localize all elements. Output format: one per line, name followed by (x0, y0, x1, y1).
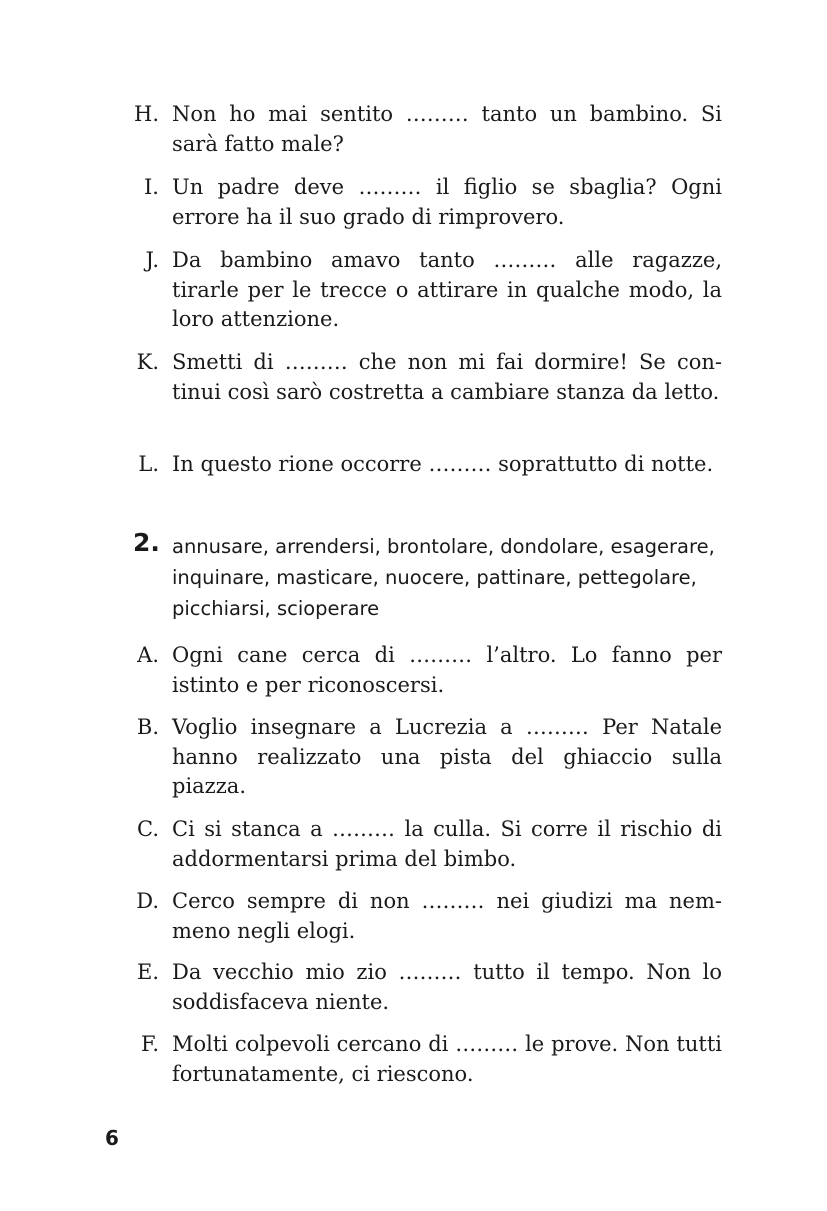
item-text: In questo rione occorre ……… soprattutto di notte. (172, 452, 714, 476)
exercise-2-item-e (126, 958, 722, 1017)
exercise-1-item-l (126, 450, 722, 480)
exercise-2-item-a (126, 641, 722, 700)
item-text: Ci si stanca a ……… la culla. Si corre il rischio di addormentarsi prima del bimbo. (172, 817, 722, 871)
exercise-1-item-j (126, 246, 722, 335)
item-text: Molti colpevoli cercano di ……… le prove. Non tutti fortunatamente, ci riescono. (172, 1032, 722, 1086)
exercise-2-item-b (126, 713, 722, 802)
exercise-1-item-h (126, 100, 722, 159)
item-text: Da vecchio mio zio ……… tutto il tempo. Non lo soddisfaceva niente. (172, 960, 722, 1014)
exercise-2-item-c (126, 815, 722, 874)
item-letter: L. (138, 452, 159, 476)
item-text: Cerco sempre di non ……… nei giudizi ma nemmeno negli elogi. (172, 889, 722, 943)
item-text: Voglio insegnare a Lucrezia a ……… Per Natale hanno realizzato una pista del ghiaccio sulla piazza. (172, 715, 722, 798)
exercise-1-item-k (126, 348, 722, 407)
item-text: Da bambino amavo tanto ……… alle ragazze, tirarle per le trecce o attirare in qualche modo, la loro attenzione. (172, 248, 722, 331)
item-letter: B. (136, 715, 159, 739)
item-letter: J. (145, 248, 159, 272)
item-letter: C. (137, 817, 159, 841)
exercise-2-item-d (126, 887, 722, 946)
item-letter: K. (136, 350, 159, 374)
item-text: Ogni cane cerca di ……… l’altro. Lo fanno per istinto e per riconoscersi. (172, 643, 722, 697)
item-letter: H. (134, 102, 159, 126)
item-text: Non ho mai sentito ……… tanto un bambino. Si sarà fatto male? (172, 102, 722, 156)
item-letter: E. (136, 960, 159, 984)
page-number: 6 (105, 1126, 119, 1150)
item-text: Un padre deve ……… il figlio se sbaglia? Ogni errore ha il suo grado di rimprovero. (172, 175, 722, 229)
item-text: Smetti di ……… che non mi fai dormire! Se continui così sarò costretta a cambiare stanza da letto. (172, 350, 722, 404)
item-letter: D. (136, 889, 159, 913)
item-letter: A. (137, 643, 159, 667)
item-letter: F. (141, 1032, 159, 1056)
exercise-2-number: 2. (133, 528, 160, 557)
exercise-2-word-bank: annusare, arrendersi, brontolare, dondolare, esagerare, inquinare, masticare, nuocere, pattinare, pettegolare, picchiarsi, scioperare (172, 535, 715, 620)
exercise-1-item-i (126, 173, 722, 232)
exercise-2-item-f (126, 1030, 722, 1089)
item-letter: I. (144, 175, 159, 199)
